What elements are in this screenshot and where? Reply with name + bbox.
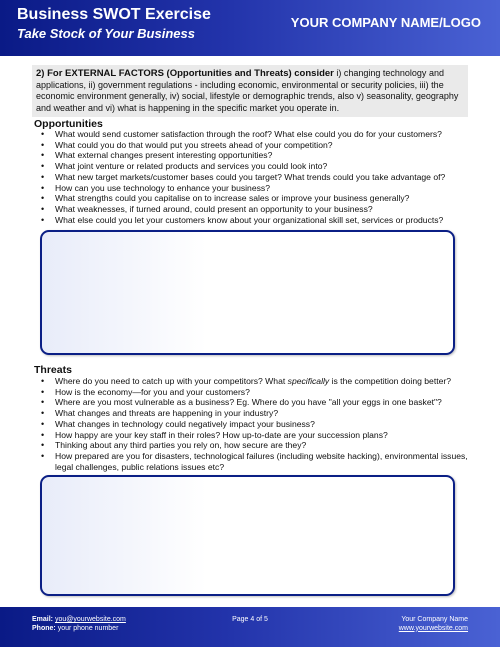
footer-company: [399, 616, 468, 633]
opportunity-question: • What joint venture or related products and services you could look into?: [34, 161, 445, 172]
page-number: Page 4 of 5: [232, 616, 268, 623]
threat-question: • Where do you need to catch up with your competitors? What specifically is the competition doing better?: [34, 376, 475, 387]
threat-question: • Where are you most vulnerable as a business? Eg. Where do you have "all your eggs in one basket"?: [34, 397, 475, 408]
document-title: Business SWOT Exercise: [17, 6, 211, 23]
opportunity-question: • What external changes present interesting opportunities?: [34, 150, 445, 161]
threat-question: • How happy are your key staff in their roles? How up-to-date are your succession plans?: [34, 430, 475, 441]
opportunity-question: • What would send customer satisfaction through the roof? What else could you do for your customers?: [34, 129, 445, 140]
threats-answer-box[interactable]: [40, 475, 455, 596]
threats-heading: Threats: [34, 364, 72, 376]
footer-company-name: Your Company Name: [401, 616, 468, 623]
external-factors-intro: [32, 65, 468, 117]
opportunities-heading: Opportunities: [34, 118, 103, 130]
threat-question: • How is the economy—for you and your customers?: [34, 387, 475, 398]
threat-question: • How prepared are you for disasters, technological failures (including website hacking), environmental issues, legal challenges, public relations issues etc?: [34, 451, 475, 472]
company-logo-placeholder: YOUR COMPANY NAME/LOGO: [290, 15, 481, 30]
threat-question: • What changes in technology could negatively impact your business?: [34, 419, 475, 430]
opportunity-question: • How can you use technology to enhance your business?: [34, 183, 445, 194]
email-label: Email:: [32, 616, 54, 623]
opportunity-question: • What else could you let your customers know about your organizational skill set, services or products?: [34, 215, 445, 226]
intro-lead: 2) For EXTERNAL FACTORS (Opportunities and Threats) consider: [36, 68, 334, 79]
phone-label: Phone:: [32, 624, 56, 632]
intro-text: i) changing technology and applications, ii) government regulations - including economic, environmental or security policies, iii) the economic environment generally, iv) social, lifestyle or demographic trends, also v) seasonality, geography and weather and vi) what is happening in the specific market you operate in.: [36, 68, 459, 113]
page-footer: [0, 607, 500, 647]
threat-question: • Thinking about any third parties you rely on, how secure are they?: [34, 440, 475, 451]
website-link[interactable]: www.yourwebsite.com: [398, 624, 468, 632]
opportunities-list: [34, 129, 445, 225]
opportunity-question: • What new target markets/customer bases could you target? What trends could you take advantage of?: [34, 172, 445, 183]
opportunity-question: • What could you do that would put you streets ahead of your competition?: [34, 140, 445, 151]
threat-question: • What changes and threats are happening in your industry?: [34, 408, 475, 419]
opportunity-question: • What weaknesses, if turned around, could present an opportunity to your business?: [34, 204, 445, 215]
page-header: [0, 0, 500, 56]
opportunities-answer-box[interactable]: [40, 230, 455, 355]
email-link[interactable]: you@yourwebsite.com: [54, 616, 126, 623]
document-subtitle: Take Stock of Your Business: [17, 26, 195, 41]
phone-number: your phone number: [57, 624, 119, 632]
opportunity-question: • What strengths could you capitalise on to increase sales or improve your business generally?: [34, 193, 445, 204]
threats-list: [34, 376, 475, 472]
